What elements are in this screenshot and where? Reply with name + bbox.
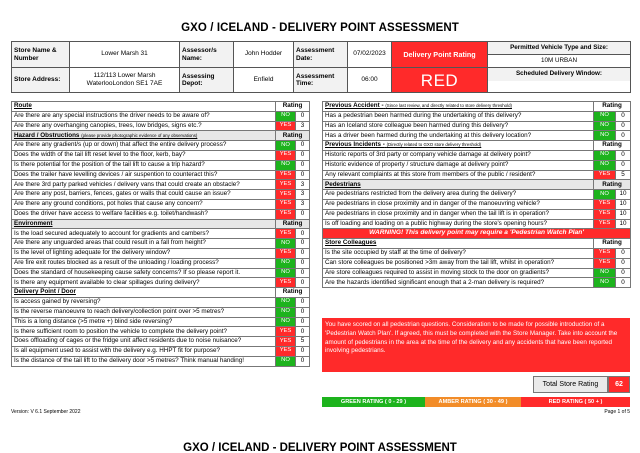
depot-label: Assessing Depot: bbox=[180, 68, 234, 93]
question-row bbox=[323, 199, 631, 209]
answer-badge[interactable]: NO bbox=[594, 121, 616, 131]
score-value: 0 bbox=[296, 268, 310, 278]
green-band: GREEN RATING ( 0 - 29 ) bbox=[322, 397, 425, 407]
delivery-window-value[interactable] bbox=[488, 81, 630, 92]
question-row bbox=[323, 258, 631, 268]
answer-badge[interactable]: YES bbox=[276, 248, 296, 258]
score-value: 0 bbox=[616, 150, 631, 160]
score-value: 3 bbox=[296, 199, 310, 209]
question-row bbox=[12, 209, 310, 219]
score-value: 0 bbox=[296, 346, 310, 356]
question-text: Are pedestrians in close proximity and in danger of the manoeuvring vehicle? bbox=[323, 199, 594, 209]
section-title-text: Delivery Point / Door bbox=[14, 288, 76, 296]
answer-badge[interactable]: NO bbox=[276, 258, 296, 268]
question-row bbox=[12, 327, 310, 337]
warning-row bbox=[323, 229, 631, 239]
store-address-label: Store Address: bbox=[12, 68, 70, 93]
answer-badge[interactable]: NO bbox=[594, 278, 616, 288]
score-value: 10 bbox=[616, 219, 631, 229]
question-text: Does offloading of cages or the fridge unit affect residents due to noise nuisance? bbox=[12, 337, 276, 347]
answer-badge[interactable]: YES bbox=[594, 209, 616, 219]
answer-badge[interactable]: YES bbox=[276, 190, 296, 200]
section-title bbox=[323, 180, 594, 190]
question-text: Does the trailer have levelling devices / air suspention to counteract this? bbox=[12, 170, 276, 180]
section-header bbox=[12, 288, 310, 298]
question-row bbox=[12, 141, 310, 151]
score-value: 0 bbox=[616, 268, 631, 278]
question-row bbox=[12, 258, 310, 268]
question-row bbox=[12, 248, 310, 258]
question-text: Any relevant complaints at this store from members of the public / resident? bbox=[323, 170, 594, 180]
question-text: Are fire exit routes blocked as a result of the unloading / loading process? bbox=[12, 258, 276, 268]
answer-badge[interactable]: YES bbox=[594, 219, 616, 229]
page-number: Page 1 of 5 bbox=[604, 409, 630, 415]
answer-badge[interactable]: NO bbox=[276, 111, 296, 121]
answer-badge[interactable]: YES bbox=[276, 150, 296, 160]
window-cell bbox=[488, 68, 631, 93]
section-title bbox=[323, 141, 594, 151]
score-value: 0 bbox=[296, 170, 310, 180]
score-value: 0 bbox=[296, 141, 310, 151]
question-text: Is the load secured adequately to account for gradients and cambers? bbox=[12, 229, 276, 239]
section-title bbox=[323, 102, 594, 112]
warning-text: WARNING! This delivery point may require a 'Pedestrian Watch Plan' bbox=[323, 229, 631, 239]
question-row bbox=[323, 219, 631, 229]
answer-badge[interactable]: NO bbox=[594, 160, 616, 170]
answer-badge[interactable]: YES bbox=[276, 327, 296, 337]
question-text: Are there any ground conditions, pot holes that cause any concern? bbox=[12, 199, 276, 209]
total-store-rating-label: Total Store Rating bbox=[533, 376, 608, 393]
answer-badge[interactable]: NO bbox=[276, 141, 296, 151]
question-text: Is there any equipment available to clear spillages during delivery? bbox=[12, 278, 276, 288]
score-value: 0 bbox=[296, 111, 310, 121]
question-row bbox=[323, 121, 631, 131]
amber-band: AMBER RATING ( 30 - 49 ) bbox=[425, 397, 521, 407]
question-text: Are there any gradient/s (up or down) that affect the entire delivery process? bbox=[12, 141, 276, 151]
score-value: 5 bbox=[296, 337, 310, 347]
section-note: (please provide photographic evidence of any observations) bbox=[81, 132, 198, 138]
question-text: This is a long distance (>5 metre +) blind side reversing? bbox=[12, 317, 276, 327]
question-row bbox=[12, 199, 310, 209]
rating-header: Rating bbox=[594, 239, 631, 249]
question-text: Are pedestrians in close proximity and in danger when the tail lift is in operation? bbox=[323, 209, 594, 219]
question-text: Are pedestrians restricted from the delivery area during the delivery? bbox=[323, 190, 594, 200]
section-title-text: Pedestrians bbox=[325, 180, 361, 188]
score-value: 0 bbox=[296, 356, 310, 366]
question-text: Historic evidence of property / structure damage at delivery point? bbox=[323, 160, 594, 170]
question-text: Is access gained by reversing? bbox=[12, 297, 276, 307]
question-row bbox=[323, 150, 631, 160]
section-note: (Since last review, and directly related to store delivery threshold) bbox=[385, 103, 512, 109]
question-row bbox=[323, 190, 631, 200]
question-row bbox=[12, 317, 310, 327]
answer-badge[interactable]: NO bbox=[276, 356, 296, 366]
rating-value: RED bbox=[392, 68, 488, 93]
section-title-text: Previous Accident - bbox=[325, 102, 384, 110]
header-table bbox=[11, 41, 631, 93]
score-value: 0 bbox=[296, 160, 310, 170]
answer-badge[interactable]: NO bbox=[594, 268, 616, 278]
score-value: 0 bbox=[616, 111, 631, 121]
answer-badge[interactable]: YES bbox=[594, 170, 616, 180]
assessment-date-value: 07/02/2023 bbox=[348, 42, 392, 68]
section-title bbox=[12, 102, 276, 112]
question-text: Has a pedestrian been harmed during the undertaking of this delivery? bbox=[323, 111, 594, 121]
score-value: 0 bbox=[616, 131, 631, 141]
score-value: 0 bbox=[616, 121, 631, 131]
question-row bbox=[12, 278, 310, 288]
score-value: 0 bbox=[296, 248, 310, 258]
score-value: 10 bbox=[616, 190, 631, 200]
section-note: (Directly related to GXO store delivery threshold) bbox=[386, 142, 482, 148]
score-value: 0 bbox=[296, 317, 310, 327]
section-title bbox=[12, 219, 276, 229]
rating-header: Rating bbox=[276, 102, 310, 112]
question-row bbox=[12, 307, 310, 317]
store-address-value: 112/113 Lower Marsh WaterlooLondon SE1 7AE bbox=[70, 68, 180, 93]
answer-badge[interactable]: YES bbox=[276, 180, 296, 190]
section-header bbox=[12, 219, 310, 229]
question-row bbox=[12, 297, 310, 307]
score-value: 0 bbox=[296, 297, 310, 307]
score-value: 3 bbox=[296, 121, 310, 131]
section-header bbox=[12, 102, 310, 112]
section-title-text: Previous Incidents - bbox=[325, 141, 385, 149]
section-title-text: Hazard / Obstructions bbox=[14, 131, 80, 139]
question-text: Are store colleagues required to assist in moving stock to the door on gradients? bbox=[323, 268, 594, 278]
section-header bbox=[323, 239, 631, 249]
answer-badge[interactable]: NO bbox=[594, 111, 616, 121]
question-text: Does the width of the tail lift reset level to the floor, kerb, bay? bbox=[12, 150, 276, 160]
score-value: 0 bbox=[296, 209, 310, 219]
assessor-label: Assessor/s Name: bbox=[180, 42, 234, 68]
right-question-table bbox=[322, 101, 631, 288]
answer-badge[interactable]: NO bbox=[276, 239, 296, 249]
question-row bbox=[12, 356, 310, 366]
question-text: Can store colleagues be positioned >3m away from the tail lift, whilst in operation? bbox=[323, 258, 594, 268]
question-row bbox=[12, 229, 310, 239]
score-value: 3 bbox=[296, 190, 310, 200]
question-text: Is there potential for the position of the tail lift to cause a trip hazard? bbox=[12, 160, 276, 170]
section-header bbox=[12, 131, 310, 141]
question-row bbox=[12, 170, 310, 180]
delivery-window-label: Scheduled Delivery Window: bbox=[488, 68, 630, 81]
answer-badge[interactable]: YES bbox=[276, 346, 296, 356]
question-text: Historic reports of 3rd party or company vehicle damage at delivery point? bbox=[323, 150, 594, 160]
question-row bbox=[12, 121, 310, 131]
vehicle-type-value: 10M URBAN bbox=[540, 56, 578, 64]
answer-badge[interactable]: YES bbox=[276, 278, 296, 288]
score-value: 0 bbox=[296, 307, 310, 317]
question-row bbox=[323, 131, 631, 141]
section-title-text: Environment bbox=[14, 219, 53, 227]
question-row bbox=[12, 111, 310, 121]
question-row bbox=[323, 170, 631, 180]
rating-header: Rating bbox=[276, 131, 310, 141]
answer-badge[interactable]: NO bbox=[276, 307, 296, 317]
question-text: Is there sufficient room to position the vehicle to complete the delivery point? bbox=[12, 327, 276, 337]
answer-badge[interactable]: NO bbox=[276, 297, 296, 307]
question-text: Is off loading and loading on a public highway during the store's opening hours? bbox=[323, 219, 594, 229]
answer-badge[interactable]: NO bbox=[594, 150, 616, 160]
rating-header: Rating bbox=[276, 219, 310, 229]
answer-badge[interactable]: YES bbox=[276, 209, 296, 219]
score-value: 0 bbox=[296, 239, 310, 249]
question-row bbox=[12, 268, 310, 278]
depot-value: Enfield bbox=[234, 68, 294, 93]
section-title: Store Colleagues bbox=[323, 239, 594, 249]
rating-header: Rating bbox=[594, 102, 631, 112]
answer-badge[interactable]: NO bbox=[276, 160, 296, 170]
question-text: Has a driver been harmed during the undertaking at this delivery location? bbox=[323, 131, 594, 141]
rating-header: Rating bbox=[276, 288, 310, 298]
delivery-point-rating-label: Delivery Point Rating bbox=[392, 42, 488, 68]
section-title bbox=[12, 288, 276, 298]
answer-badge[interactable]: YES bbox=[276, 229, 296, 239]
section-title bbox=[12, 131, 276, 141]
question-text: Are there are any special instructions the driver needs to be aware of? bbox=[12, 111, 276, 121]
answer-badge[interactable]: NO bbox=[276, 317, 296, 327]
question-text: Are there any unguarded areas that could result in a fall from height? bbox=[12, 239, 276, 249]
question-row bbox=[12, 239, 310, 249]
question-text: Has an Iceland store colleague been harmed during this delivery? bbox=[323, 121, 594, 131]
question-row bbox=[323, 278, 631, 288]
question-text: Is the distance of the tail lift to the delivery door >5 metres? Think manual handing! bbox=[12, 356, 276, 366]
answer-badge[interactable]: YES bbox=[276, 121, 296, 131]
score-value: 0 bbox=[296, 327, 310, 337]
vehicle-type-label: Permitted Vehicle Type and Size: bbox=[488, 42, 630, 55]
assessment-time-label: Assessment Time: bbox=[294, 68, 348, 93]
score-value: 0 bbox=[296, 258, 310, 268]
question-text: Is the reverse manoeuvre to reach delivery/collection point over >5 metres? bbox=[12, 307, 276, 317]
question-row bbox=[323, 209, 631, 219]
score-value: 5 bbox=[616, 170, 631, 180]
question-text: Does the standard of housekeeping cause safety concerns? If so please report it. bbox=[12, 268, 276, 278]
section-title-text: Route bbox=[14, 102, 32, 110]
answer-badge[interactable]: NO bbox=[276, 268, 296, 278]
section-header bbox=[323, 102, 631, 112]
left-question-table bbox=[11, 101, 310, 367]
question-text: Are there 3rd party parked vehicles / delivery vans that could create an obstacle? bbox=[12, 180, 276, 190]
question-text: Is all equipment used to assist with the delivery e.g. HHPT fit for purpose? bbox=[12, 346, 276, 356]
answer-badge[interactable]: YES bbox=[594, 199, 616, 209]
score-value: 0 bbox=[296, 278, 310, 288]
question-row bbox=[12, 150, 310, 160]
score-value: 0 bbox=[296, 229, 310, 239]
question-row bbox=[12, 190, 310, 200]
vehicle-cell bbox=[488, 42, 631, 68]
score-value: 0 bbox=[616, 160, 631, 170]
answer-badge[interactable]: YES bbox=[594, 248, 616, 258]
assessment-date-label: Assessment Date: bbox=[294, 42, 348, 68]
question-row bbox=[323, 111, 631, 121]
question-row bbox=[323, 268, 631, 278]
section-header bbox=[323, 141, 631, 151]
score-value: 0 bbox=[616, 258, 631, 268]
question-row bbox=[323, 248, 631, 258]
store-name-value: Lower Marsh 31 bbox=[70, 42, 180, 68]
question-row bbox=[12, 160, 310, 170]
answer-badge[interactable]: YES bbox=[276, 337, 296, 347]
question-text: Are there any post, barriers, fences, gates or walls that could cause an issue? bbox=[12, 190, 276, 200]
assessor-value: John Hodder bbox=[234, 42, 294, 68]
score-value: 10 bbox=[616, 199, 631, 209]
question-row bbox=[12, 180, 310, 190]
answer-badge[interactable]: NO bbox=[594, 190, 616, 200]
question-text: Does the driver have access to welfare facilities e.g. toilet/handwash? bbox=[12, 209, 276, 219]
question-row bbox=[12, 337, 310, 347]
total-store-rating-value: 62 bbox=[608, 376, 630, 393]
answer-badge[interactable]: YES bbox=[276, 170, 296, 180]
answer-badge[interactable]: YES bbox=[276, 199, 296, 209]
rating-bands bbox=[322, 397, 630, 407]
score-value: 3 bbox=[296, 180, 310, 190]
rating-header: Rating bbox=[594, 180, 631, 190]
next-page-title: GXO / ICELAND - DELIVERY POINT ASSESSMENT bbox=[183, 442, 457, 453]
page-title: GXO / ICELAND - DELIVERY POINT ASSESSMENT bbox=[181, 22, 459, 34]
question-text: Are the hazards identified significant enough that a 2-man delivery is required? bbox=[323, 278, 594, 288]
question-text: Is the site occupied by staff at the time of delivery? bbox=[323, 248, 594, 258]
answer-badge[interactable]: NO bbox=[594, 131, 616, 141]
score-value: 10 bbox=[616, 209, 631, 219]
question-row bbox=[323, 160, 631, 170]
answer-badge[interactable]: YES bbox=[594, 258, 616, 268]
question-text: Is the level of lighting adequate for the delivery window? bbox=[12, 248, 276, 258]
score-value: 0 bbox=[616, 248, 631, 258]
red-band: RED RATING ( 50 + ) bbox=[521, 397, 630, 407]
question-text: Are there any overhanging canopies, trees, low bridges, signs etc.? bbox=[12, 121, 276, 131]
pedestrian-message: You have scored on all pedestrian questions. Consideration to be made for possible introduction of a 'Pedestrian Watch Plan'. If agreed, this must be completed with the Store Manager. Take into account the amount of pedestrians in the area at the time of the delivery and any accidents that have been reported involving pedestrians. bbox=[322, 318, 630, 372]
section-header bbox=[323, 180, 631, 190]
score-value: 0 bbox=[616, 278, 631, 288]
store-name-label: Store Name & Number bbox=[12, 42, 70, 68]
score-value: 0 bbox=[296, 150, 310, 160]
version-text: Version: V 6.1 September 2022 bbox=[11, 409, 81, 415]
rating-header: Rating bbox=[594, 141, 631, 151]
assessment-time-value: 06:00 bbox=[348, 68, 392, 93]
question-row bbox=[12, 346, 310, 356]
